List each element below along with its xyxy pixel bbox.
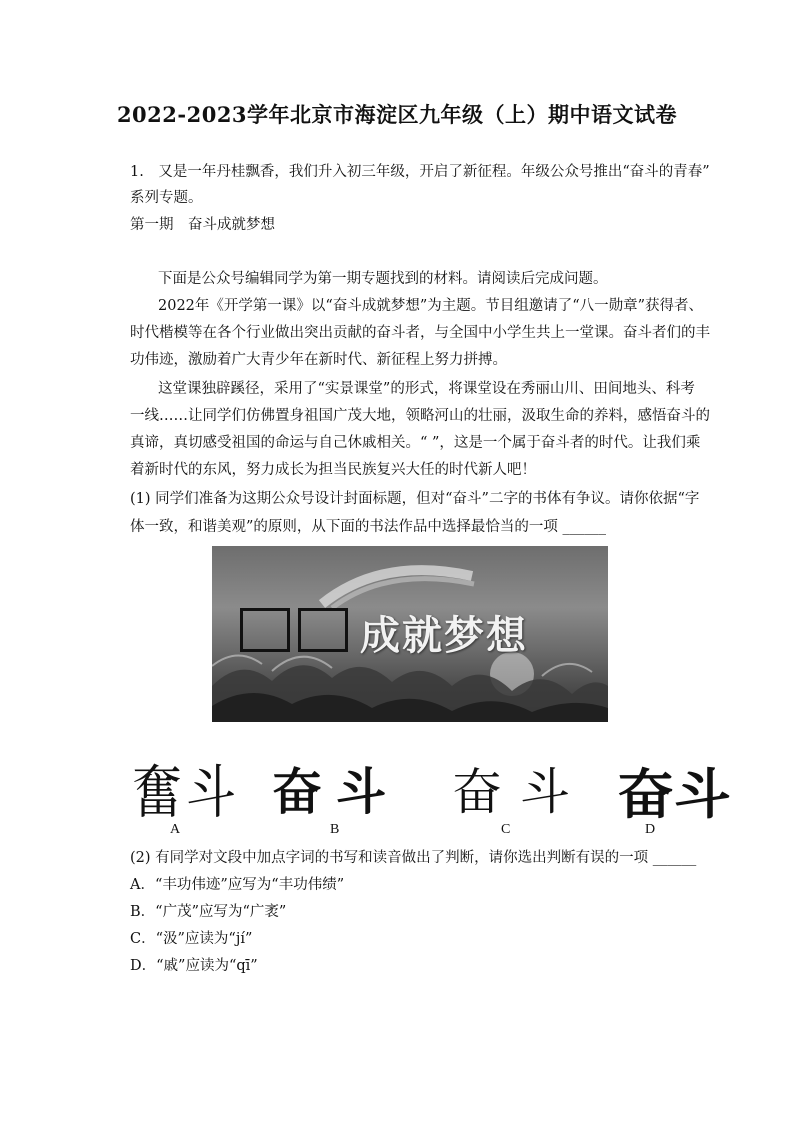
section-heading: 第一期 奋斗成就梦想 bbox=[130, 217, 275, 233]
passage-line: 2022年《开学第一课》以“奋斗成就梦想”为主题。节目组邀请了“八一勋章”获得者、 bbox=[158, 298, 704, 314]
passage-line: 着新时代的东风，努力成长为担当民族复兴大任的时代新人吧！ bbox=[130, 462, 536, 478]
question-1-intro: 1. 又是一年丹桂飘香，我们升入初三年级，开启了新征程。年级公众号推出“奋斗的青春” bbox=[130, 164, 710, 180]
answer-option-a: A．“丰功伟迹”应写为“丰功伟绩” bbox=[130, 877, 345, 893]
answer-option-b: B．“广茂”应写为“广袤” bbox=[130, 904, 287, 920]
passage-line: 下面是公众号编辑同学为第一期专题找到的材料。请阅读后完成问题。 bbox=[158, 271, 608, 287]
passage-line: 功伟迹，激励着广大青少年在新时代、新征程上努力拼搏。 bbox=[130, 352, 507, 368]
answer-option-d: D．“戚”应读为“qī” bbox=[130, 958, 258, 974]
calligraphy-option-b: 奋斗 bbox=[272, 763, 400, 821]
option-label-b: B bbox=[330, 822, 340, 837]
poster-title-text: 成就梦想 bbox=[360, 612, 528, 659]
option-label-a: A bbox=[170, 822, 181, 837]
calligraphy-option-c: 奋斗 bbox=[452, 763, 588, 821]
passage-line: 时代楷模等在各个行业做出突出贡献的奋斗者，与全国中小学生共上一堂课。奋斗者们的丰 bbox=[130, 325, 710, 341]
poster-image bbox=[212, 546, 608, 722]
answer-option-c: C．“汲”应读为“jí” bbox=[130, 931, 253, 947]
sub-question-2: (2) 有同学对文段中加点字词的书写和读音做出了判断，请你选出判断有误的一项 ______ bbox=[130, 850, 697, 866]
sub-question-1: (1) 同学们准备为这期公众号设计封面标题，但对“奋斗”二字的书体有争议。请你依据“字 bbox=[130, 491, 700, 507]
passage-line: 这堂课独辟蹊径，采用了“实景课堂”的形式，将课堂设在秀丽山川、田间地头、科考 bbox=[158, 381, 695, 397]
calligraphy-option-a: 奮斗 bbox=[132, 759, 240, 826]
title-blank-box bbox=[240, 608, 290, 652]
exam-title: 2022-2023学年北京市海淀区九年级（上）期中语文试卷 bbox=[116, 102, 678, 127]
passage-line: 一线……让同学们仿佛置身祖国广茂大地，领略河山的壮丽，汲取生命的养料，感悟奋斗的 bbox=[130, 408, 710, 424]
passage-line: 真谛，真切感受祖国的命运与自己休戚相关。“ ”，这是一个属于奋斗者的时代。让我们乘 bbox=[130, 435, 701, 451]
option-label-c: C bbox=[501, 822, 511, 837]
title-blank-box bbox=[298, 608, 348, 652]
question-1-intro-cont: 系列专题。 bbox=[130, 190, 203, 206]
option-label-d: D bbox=[645, 822, 656, 837]
calligraphy-option-d: 奋斗 bbox=[617, 762, 731, 826]
sub-question-1-cont: 体一致，和谐美观”的原则，从下面的书法作品中选择最恰当的一项 ______ bbox=[130, 519, 607, 535]
